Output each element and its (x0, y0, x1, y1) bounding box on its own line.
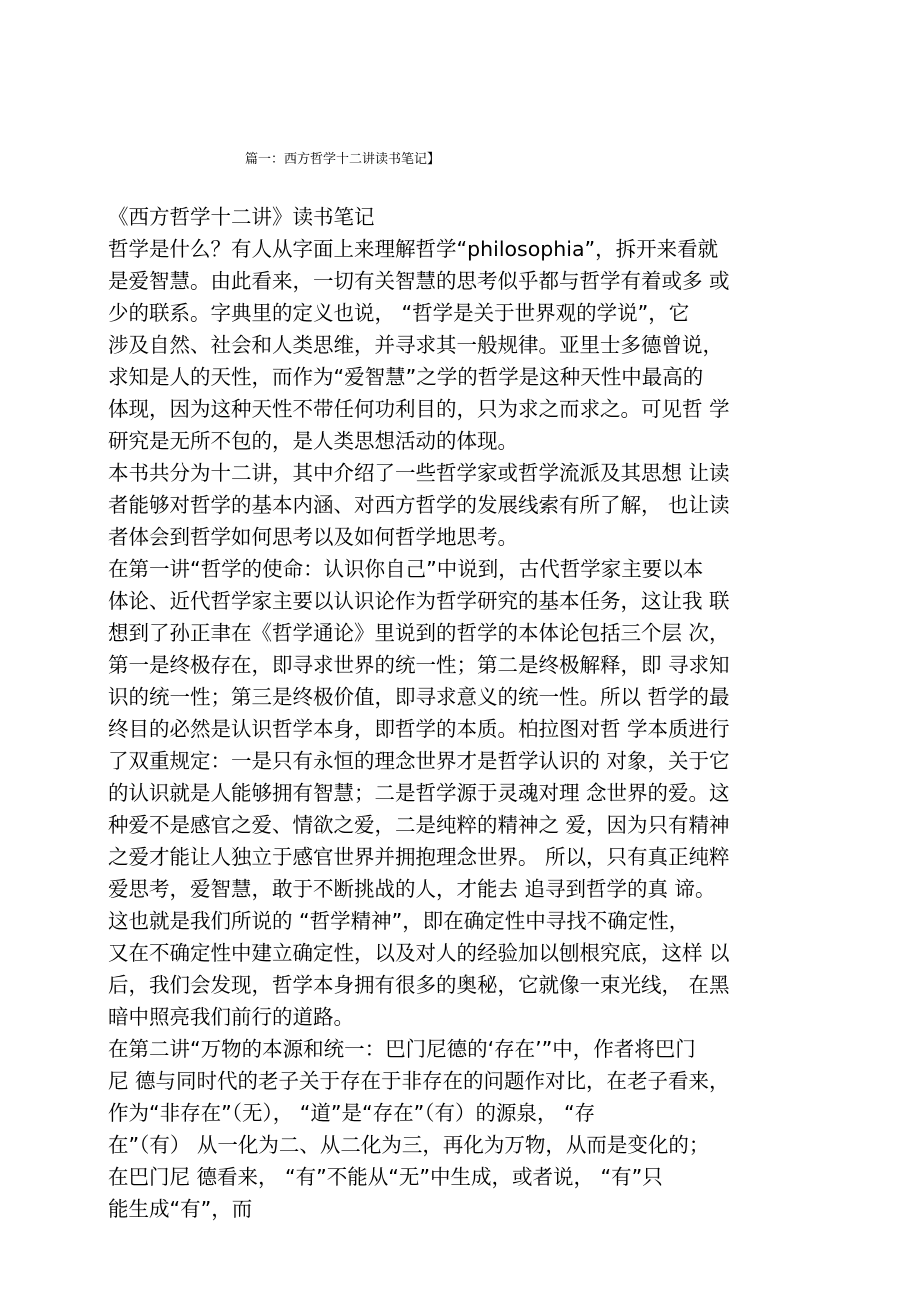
paragraph-line: 在第一讲“哲学的使命：认识你自己”中说到，古代哲学家主要以本 (108, 557, 704, 581)
paragraph-line: 者能够对哲学的基本内涵、对西方哲学的发展线索有所了解， 也让读 (108, 493, 730, 517)
document-body (108, 201, 808, 1225)
paragraph-line: 体现，因为这种天性不带任何功利目的，只为求之而求之。可见哲 学 (108, 397, 730, 421)
paragraph-line: 了双重规定：一是只有永恒的理念世界才是哲学认识的 对象，关于它 (108, 749, 730, 773)
paragraph-line: 暗中照亮我们前行的道路。 (108, 1005, 354, 1029)
paragraph-line: 少的联系。字典里的定义也说， “哲学是关于世界观的学说”，它 (108, 301, 690, 325)
paragraph-line: 在”（有） 从一化为二、从二化为三，再化为万物，从而是变化的； (108, 1133, 710, 1157)
paragraph-line: 这也就是我们所说的 “哲学精神”，即在确定性中寻找不确定性， (108, 909, 690, 933)
document-title: 《西方哲学十二讲》读书笔记 (108, 205, 375, 229)
paragraph-line: 种爱不是感官之爱、情欲之爱，二是纯粹的精神之 爱，因为只有精神 (108, 813, 730, 837)
paragraph-line: 研究是无所不包的，是人类思想活动的体现。 (108, 429, 518, 453)
paragraph-line: 在第二讲“万物的本源和统一：巴门尼德的‘存在’”中，作者将巴门 (108, 1037, 696, 1061)
paragraph-line: 终目的必然是认识哲学本身，即哲学的本质。柏拉图对哲 学本质进行 (108, 717, 730, 741)
paragraph-line: 尼 德与同时代的老子关于存在于非存在的问题作对比，在老子看来， (108, 1069, 730, 1093)
document-header: 篇一：西方哲学十二讲读书笔记】 (245, 152, 441, 167)
paragraph-line: 识的统一性；第三是终极价值，即寻求意义的统一性。所以 哲学的最 (108, 685, 730, 709)
paragraph-line: 涉及自然、社会和人类思维，并寻求其一般规律。亚里士多德曾说， (108, 333, 723, 357)
paragraph-line: 哲学是什么？有人从字面上来理解哲学“philosophia”，拆开来看就 (108, 237, 719, 261)
paragraph-line: 之爱才能让人独立于感官世界并拥抱理念世界。 所以，只有真正纯粹 (108, 845, 730, 869)
paragraph-line: 能生成“有”，而 (108, 1197, 253, 1221)
paragraph-line: 体论、近代哲学家主要以认识论作为哲学研究的基本任务，这让我 联 (108, 589, 730, 613)
paragraph-line: 想到了孙正聿在《哲学通论》里说到的哲学的本体论包括三个层 次， (108, 621, 730, 645)
paragraph-line: 的认识就是人能够拥有智慧；二是哲学源于灵魂对理 念世界的爱。这 (108, 781, 730, 805)
paragraph-line: 者体会到哲学如何思考以及如何哲学地思考。 (108, 525, 518, 549)
paragraph-line: 第一是终极存在，即寻求世界的统一性；第二是终极解释，即 寻求知 (108, 653, 730, 677)
paragraph-line: 爱思考，爱智慧，敢于不断挑战的人，才能去 追寻到哲学的真 谛。 (108, 877, 716, 901)
paragraph-line: 后，我们会发现，哲学本身拥有很多的奥秘，它就像一束光线， 在黑 (108, 973, 730, 997)
paragraph-line: 又在不确定性中建立确定性，以及对人的经验加以刨根究底，这样 以 (108, 941, 730, 965)
paragraph-line: 是爱智慧。由此看来，一切有关智慧的思考似乎都与哲学有着或多 或 (108, 269, 730, 293)
paragraph-line: 本书共分为十二讲，其中介绍了一些哲学家或哲学流派及其思想 让读 (108, 461, 730, 485)
paragraph-line: 作为“非存在”（无）， “道”是“存在”（有）的源泉， “存 (108, 1101, 596, 1125)
paragraph-line: 求知是人的天性，而作为“爱智慧”之学的哲学是这种天性中最高的 (108, 365, 704, 389)
paragraph-line: 在巴门尼 德看来， “有”不能从“无”中生成，或者说， “有”只 (108, 1165, 663, 1189)
